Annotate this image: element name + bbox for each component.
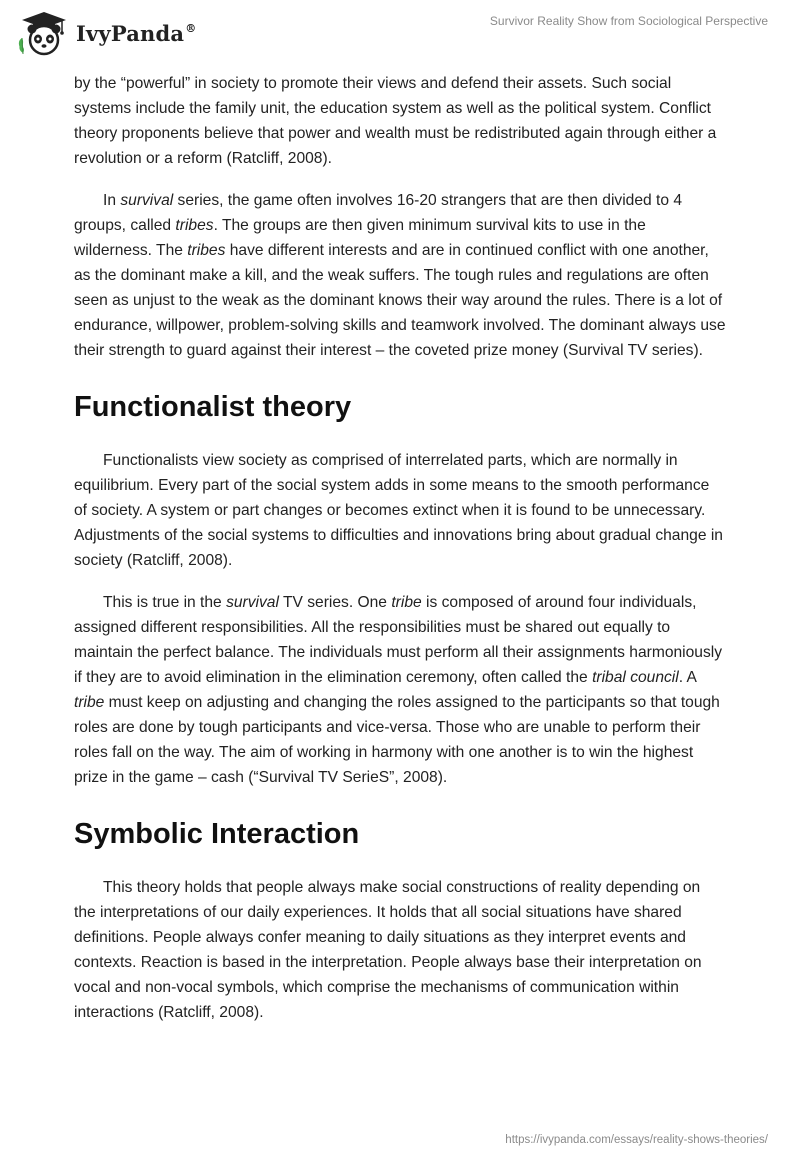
source-url[interactable]: https://ivypanda.com/essays/reality-shows-theories/ [505,1134,768,1146]
logo[interactable] [14,8,196,58]
paragraph-survival-series: In survival series, the game often involves 16-20 strangers that are then divided to 4 groups, called tribes. The groups are then given minimum survival kits to use in the wilderness. The tribes have different interests and are in continued conflict with one another, as the dominant make a kill, and the weak suffers. The tough rules and regulations are often seen as unjust to the weak as the dominant knows their way around the rules. There is a lot of endurance, willpower, problem-solving skills and teamwork involved. The dominant always use their strength to guard against their interest – the coveted prize money (Survival TV series). [74,192,726,359]
essay-body [74,71,726,1042]
heading-symbolic-interaction: Symbolic Interaction [74,818,360,850]
paragraph-functionalists: Functionalists view society as comprised of interrelated parts, which are normally in equilibrium. Every part of the social system adds in some means to the smooth performance of society. A system or part changes or becomes extinct when it is found to be unnecessary. Adjustments of the social systems to difficulties and innovations bring about gradual change in society (Ratcliff, 2008). [74,452,723,569]
paragraph-tribe-roles: This is true in the survival TV series. One tribe is composed of around four individuals, assigned different responsibilities. All the responsibilities must be shared out equally to maintain the perfect balance. The individuals must perform all their assignments harmoniously if they are to avoid elimination in the elimination ceremony, often called the tribal council. A tribe must keep on adjusting and changing the roles assigned to the participants so that tough roles are done by tough participants and vice-versa. Those who are unable to perform their roles fall on the way. The aim of working in harmony with one another is to win the highest prize in the game – cash (“Survival TV SerieS”, 2008). [74,594,723,786]
panda-logo-icon [14,8,74,58]
paragraph-symbolic-interaction: This theory holds that people always make social constructions of reality depending on the interpretations of our daily experiences. It holds that all social situations have shared definitions. People always confer meaning to daily situations as they interpret events and contexts. Reaction is based in the interpretation. People always base their interpretation on vocal and non-vocal symbols, which comprise the mechanisms of communication within interactions (Ratcliff, 2008). [74,879,702,1021]
logo-text: IvyPanda® [76,20,197,46]
page-header [0,0,800,70]
document-title: Survivor Reality Show from Sociological Perspective [489,14,768,28]
paragraph-conflict-theory-end: by the “powerful” in society to promote their views and defend their assets. Such social systems include the family unit, the education system as well as the political system. Conflict theory proponents believe that power and wealth must be redistributed again through either a revolution or a reform (Ratcliff, 2008). [74,75,717,167]
heading-functionalist-theory: Functionalist theory [74,391,352,423]
